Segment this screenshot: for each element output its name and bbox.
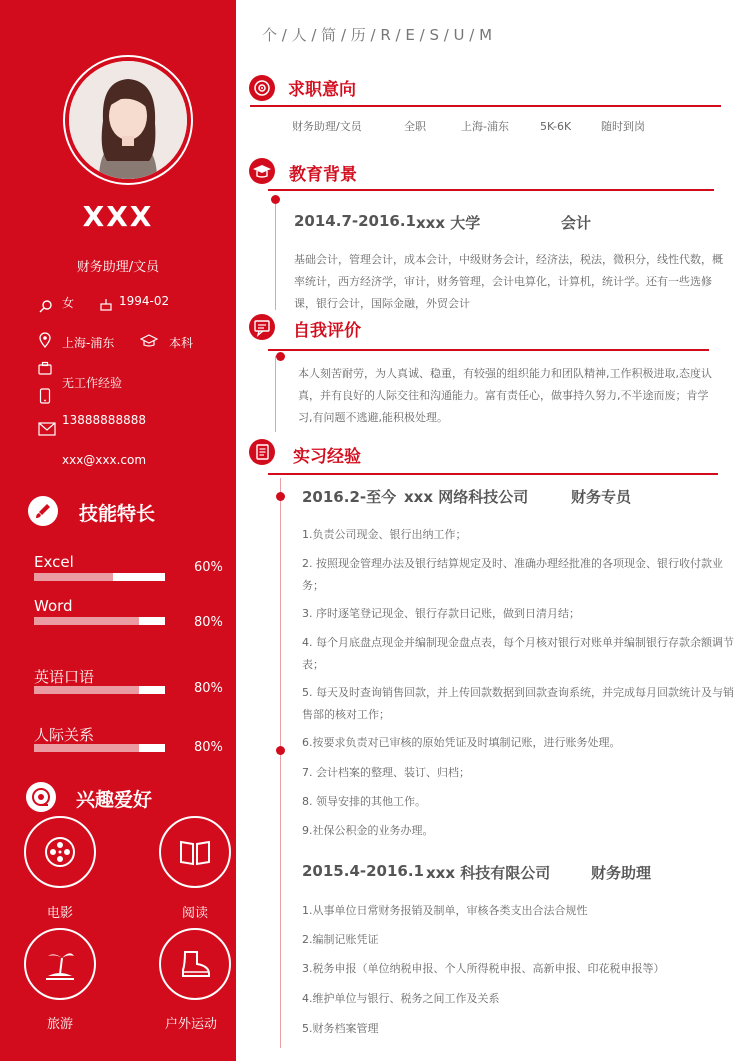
- phone-text: 13888888888: [62, 413, 146, 427]
- self-eval-title: 自我评价: [293, 321, 361, 341]
- resume-title: 个 / 人 / 简 / 历 / R / E / S / U / M: [262, 26, 493, 44]
- profile-role: 财务助理/文员: [76, 260, 160, 275]
- hobby-label: 电影: [46, 906, 73, 921]
- intent-divider: [250, 105, 721, 107]
- gender-text: 女: [62, 296, 75, 310]
- self-eval-divider: [268, 349, 709, 351]
- skill-bar-fill: [34, 573, 113, 581]
- gender-icon: [38, 298, 54, 318]
- boot-icon: [161, 930, 229, 998]
- avatar: [69, 61, 187, 179]
- education-title: 教育背景: [289, 165, 357, 185]
- internship-divider: [268, 473, 718, 475]
- intent-field: 随时到岗: [601, 120, 645, 133]
- hobby-section-icon: [26, 782, 56, 812]
- job-duty-item: 1.负责公司现金、银行出纳工作；: [302, 528, 467, 541]
- timeline-dot: [276, 352, 285, 361]
- book-icon: [161, 818, 229, 886]
- skill-name: 英语口语: [34, 668, 95, 686]
- skill-percent: 80%: [194, 615, 223, 630]
- skill-bar: [34, 617, 165, 625]
- comment-icon: [249, 314, 275, 340]
- internship-timeline: [280, 478, 281, 1048]
- birthday-cake-icon: [98, 296, 114, 316]
- brush-icon: [28, 496, 58, 526]
- education-courses: 基础会计，管理会计，成本会计，中级财务会计，经济法，税法，微积分，线性代数，概率统计，西方经济学，审计，财务管理，会计电算化，计算机，统计学。还有一些选修课，银行会计，国际金融，外贸会计: [294, 253, 723, 310]
- skill-name: Excel: [34, 553, 74, 571]
- film-reel-icon: [26, 818, 94, 886]
- skills-title: 技能特长: [79, 503, 156, 525]
- job-duty-item: 5.财务档案管理: [302, 1022, 379, 1035]
- timeline-dot: [271, 195, 280, 204]
- intent-field: 财务助理/文员: [292, 120, 362, 133]
- job-period: 2015.4-2016.1: [302, 862, 424, 880]
- education-period: 2014.7-2016.1: [294, 212, 416, 230]
- job-period: 2016.2-至今: [302, 488, 397, 506]
- job-duty-item: 9.社保公积金的业务办理。: [302, 824, 434, 837]
- job-duty-item: 4.维护单位与银行、税务之间工作及关系: [302, 992, 500, 1005]
- experience-text: 无工作经验: [62, 376, 123, 390]
- hobby-reading-circle: [159, 816, 231, 888]
- skill-bar: [34, 686, 165, 694]
- skill-bar: [34, 573, 165, 581]
- job-company: xxx 科技有限公司: [426, 864, 551, 882]
- job-duty-item: 8. 领导安排的其他工作。: [302, 795, 426, 808]
- timeline-dot: [276, 492, 285, 501]
- profile-name: XXX: [82, 200, 154, 233]
- email-icon: [38, 421, 56, 440]
- intent-field: 上海-浦东: [461, 120, 509, 133]
- skill-name: Word: [34, 597, 73, 615]
- graduation-cap-icon: [249, 158, 275, 184]
- timeline-dot: [276, 746, 285, 755]
- hobby-label: 旅游: [46, 1017, 73, 1032]
- hobby-outdoor-circle: [159, 928, 231, 1000]
- hobby-travel-circle: [24, 928, 96, 1000]
- hobby-label: 户外运动: [164, 1017, 217, 1032]
- job-duty-item: 3. 序时逐笔登记现金、银行存款日记账，做到日清月结；: [302, 607, 580, 620]
- skill-bar-fill: [34, 617, 139, 625]
- job-position: 财务专员: [571, 488, 632, 506]
- hobbies-title: 兴趣爱好: [76, 789, 153, 811]
- self-eval-timeline: [275, 356, 276, 432]
- self-eval-text: 本人刻苦耐劳，为人真诚、稳重，有较强的组织能力和团队精神,工作积极进取,态度认真，并有良好的人际交往和沟通能力。富有责任心，做事持久努力,不半途而废；肯学习,有问题不逃避,能积极处理。: [298, 367, 712, 424]
- location-text: 上海-浦东: [62, 336, 115, 350]
- hobby-movie-circle: [24, 816, 96, 888]
- email-text: xxx@xxx.com: [62, 453, 147, 467]
- job-duty-item: 5. 每天及时查询销售回款，并上传回款数据到回款查询系统，并完成每月回款统计及与销售部的核对工作；: [302, 686, 734, 721]
- job-duty-item: 7. 会计档案的整理、装订、归档；: [302, 766, 470, 779]
- education-school: xxx 大学: [416, 214, 481, 232]
- education-text: 本科: [169, 336, 194, 350]
- intent-field: 全职: [404, 120, 426, 133]
- internship-title: 实习经验: [293, 447, 361, 467]
- graduation-cap-icon: [140, 333, 158, 352]
- location-pin-icon: [38, 332, 52, 352]
- skill-percent: 80%: [194, 681, 223, 696]
- skill-percent: 80%: [194, 740, 223, 755]
- target-icon: [249, 75, 275, 101]
- briefcase-icon: [38, 360, 52, 379]
- job-duty-item: 4. 每个月底盘点现金并编制现金盘点表，每个月核对银行对账单并编制银行存款余额调节表；: [302, 636, 734, 671]
- job-duty-item: 2.编制记账凭证: [302, 933, 379, 946]
- job-duty-item: 1.从事单位日常财务报销及制单，审核各类支出合法合规性: [302, 904, 588, 917]
- skill-percent: 60%: [194, 560, 223, 575]
- skill-bar-fill: [34, 686, 139, 694]
- skill-bar-fill: [34, 744, 139, 752]
- job-company: xxx 网络科技公司: [404, 488, 529, 506]
- birth-text: 1994-02: [119, 294, 170, 308]
- education-divider: [268, 189, 714, 191]
- intent-title: 求职意向: [288, 80, 356, 100]
- hobby-label: 阅读: [181, 906, 208, 921]
- job-position: 财务助理: [591, 864, 652, 882]
- job-duty-item: 6.按要求负责对已审核的原始凭证及时填制记账，进行账务处理。: [302, 736, 621, 749]
- phone-icon: [39, 388, 51, 408]
- document-icon: [249, 439, 275, 465]
- education-major: 会计: [561, 214, 592, 232]
- intent-field: 5K-6K: [540, 120, 572, 133]
- education-timeline: [275, 197, 276, 310]
- palm-island-icon: [26, 930, 94, 998]
- skill-bar: [34, 744, 165, 752]
- skill-name: 人际关系: [34, 726, 95, 744]
- job-duty-item: 3.税务申报（单位纳税申报、个人所得税申报、高新申报、印花税申报等）: [302, 962, 665, 975]
- job-duty-item: 2. 按照现金管理办法及银行结算规定及时、准确办理经批准的各项现金、银行收付款业务；: [302, 557, 723, 592]
